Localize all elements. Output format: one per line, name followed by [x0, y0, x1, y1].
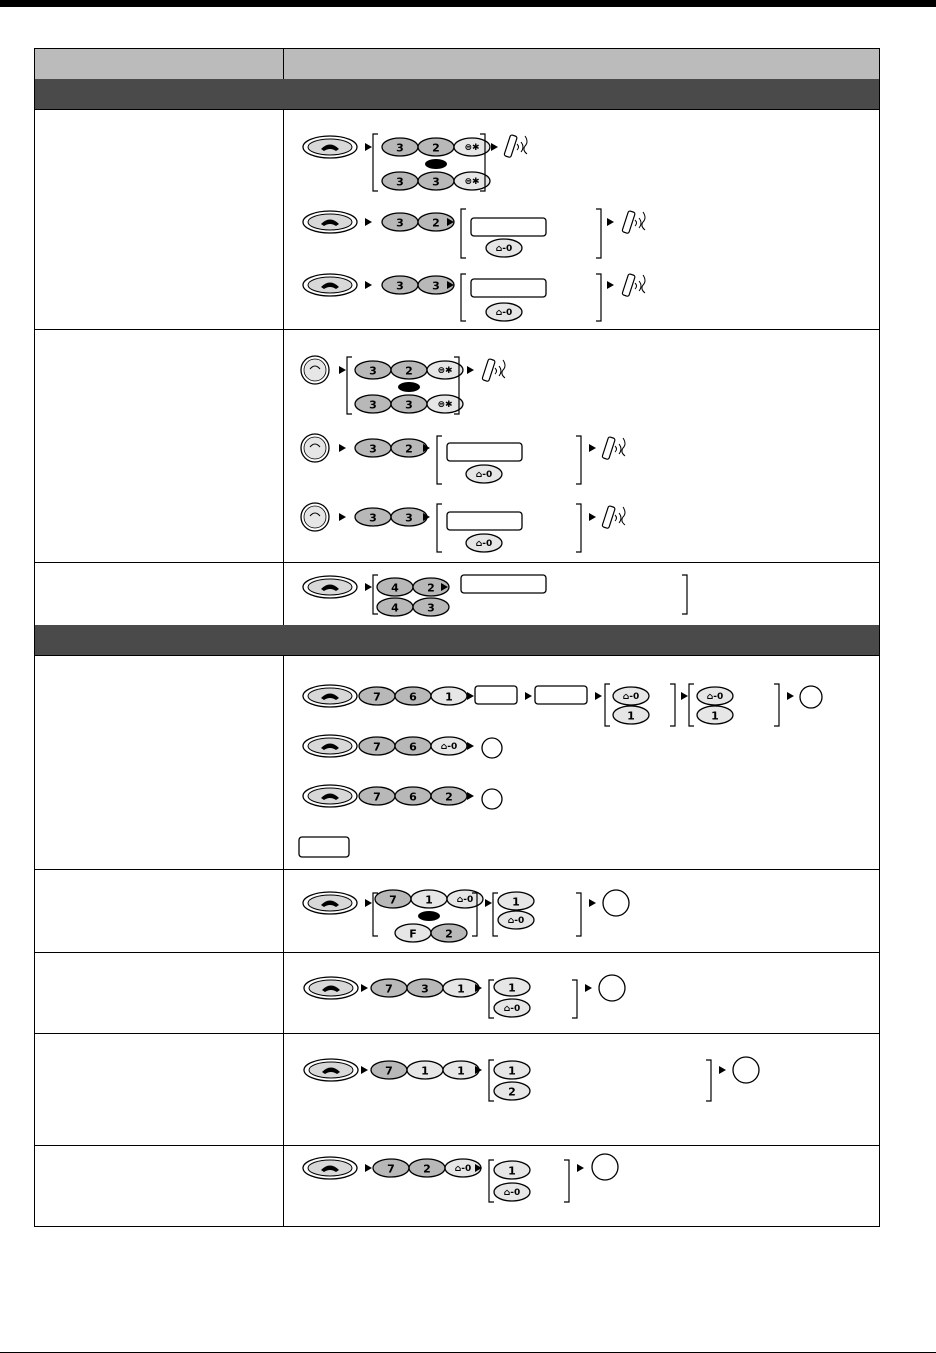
- arrow-icon: [467, 692, 474, 700]
- bracket-right: [596, 274, 601, 321]
- key-label: ⌂-0: [495, 244, 513, 254]
- program-key-icon: [461, 575, 546, 593]
- program-key-icon: [447, 512, 522, 530]
- dial-key-icon: [498, 911, 534, 929]
- dial-key-icon: [355, 508, 391, 526]
- key-label: 3: [396, 141, 404, 155]
- dial-key-icon: [494, 1161, 530, 1179]
- dial-key-icon: [395, 787, 431, 805]
- bracket-right: [564, 1160, 569, 1202]
- key-label: 2: [405, 364, 413, 378]
- talk-button-icon: [303, 274, 357, 296]
- arrow-icon: [595, 692, 602, 700]
- key-label: 1: [512, 895, 520, 909]
- section-bar-1: [35, 79, 879, 109]
- dial-key-icon: [418, 138, 454, 156]
- key-label: ⊜✱: [464, 143, 480, 153]
- handset-ringing-icon: [602, 506, 625, 529]
- dial-key-icon: [382, 172, 418, 190]
- key-label: 2: [508, 1085, 516, 1099]
- arrow-icon: [467, 742, 474, 750]
- dial-key-icon: [391, 361, 427, 379]
- arrow-icon: [365, 1164, 372, 1172]
- dial-key-icon: [494, 1183, 530, 1201]
- dial-key-icon: [382, 276, 418, 294]
- key-label: 3: [396, 216, 404, 230]
- program-key-icon: [447, 443, 522, 461]
- talk-button-icon: [303, 735, 357, 757]
- key-label: 2: [427, 581, 435, 595]
- talk-button-icon: [304, 1059, 358, 1081]
- dial-key-icon: [427, 361, 463, 379]
- monitor-button-icon: [301, 356, 329, 384]
- bracket-right: [576, 436, 581, 484]
- dial-key-icon: [355, 439, 391, 457]
- program-key-icon: [482, 789, 502, 809]
- arrow-icon: [485, 899, 492, 907]
- key-label: 2: [445, 790, 453, 804]
- dial-key-icon: [391, 508, 427, 526]
- key-label: 3: [427, 601, 435, 615]
- table-row-6: [35, 952, 879, 1033]
- bracket-left: [347, 357, 352, 414]
- program-key-icon: [592, 1154, 618, 1180]
- talk-button-icon: [303, 892, 357, 914]
- arrow-icon: [719, 1066, 726, 1074]
- arrow-icon: [787, 692, 794, 700]
- key-label: ⌂-0: [495, 308, 513, 318]
- dial-key-icon: [443, 1061, 479, 1079]
- dial-key-icon: [494, 1061, 530, 1079]
- dial-key-icon: [486, 303, 522, 321]
- arrow-icon: [589, 444, 596, 452]
- key-label: 1: [457, 1064, 465, 1078]
- monitor-button-icon: [301, 434, 329, 462]
- dial-key-icon: [359, 787, 395, 805]
- handset-ringing-icon: [622, 274, 645, 297]
- bracket-right: [706, 1060, 711, 1101]
- dial-key-icon: [407, 1061, 443, 1079]
- or-separator: [398, 382, 420, 392]
- dial-key-icon: [431, 787, 467, 805]
- arrow-icon: [491, 143, 498, 151]
- key-label: 1: [508, 1064, 516, 1078]
- arrow-icon: [365, 583, 372, 591]
- key-label: 7: [373, 690, 381, 704]
- key-label: 6: [409, 740, 417, 754]
- key-label: 3: [396, 279, 404, 293]
- table-row-7: [35, 1033, 879, 1145]
- or-separator: [425, 159, 447, 169]
- talk-button-icon: [303, 576, 357, 598]
- bracket-left: [689, 684, 694, 726]
- bracket-left: [437, 504, 442, 552]
- dial-key-icon: [613, 706, 649, 724]
- dial-key-icon: [407, 979, 443, 997]
- bracket-right: [572, 980, 577, 1018]
- key-label: 3: [405, 511, 413, 525]
- key-label: 1: [445, 690, 453, 704]
- key-label: 6: [409, 790, 417, 804]
- arrow-icon: [589, 513, 596, 521]
- dial-key-icon: [697, 706, 733, 724]
- diagram-6: [285, 953, 879, 1033]
- handset-ringing-icon: [602, 437, 625, 460]
- arrow-icon: [339, 444, 346, 452]
- dial-key-icon: [411, 890, 447, 908]
- bracket-right: [670, 684, 675, 726]
- program-key-icon: [599, 975, 625, 1001]
- dial-key-icon: [413, 598, 449, 616]
- key-label: ⊜✱: [437, 400, 453, 410]
- key-label: 7: [387, 1162, 395, 1176]
- key-label: 1: [508, 981, 516, 995]
- key-label: 6: [409, 690, 417, 704]
- key-label: 2: [445, 927, 453, 941]
- program-key-icon: [471, 279, 546, 297]
- diagram-1: [285, 110, 879, 329]
- key-label: ⌂-0: [503, 1004, 521, 1014]
- key-label: 3: [369, 364, 377, 378]
- bracket-right: [774, 684, 779, 726]
- table-row-8: [35, 1145, 879, 1227]
- bracket-left: [489, 980, 494, 1018]
- key-label: 1: [425, 893, 433, 907]
- dial-key-icon: [395, 737, 431, 755]
- diagram-3: [285, 563, 879, 625]
- feature-table: [34, 48, 880, 1227]
- dial-key-icon: [359, 687, 395, 705]
- arrow-icon: [467, 366, 474, 374]
- key-label: ⌂-0: [507, 916, 525, 926]
- bracket-left: [373, 134, 378, 191]
- dial-key-icon: [391, 439, 427, 457]
- dial-key-icon: [382, 213, 418, 231]
- top-rule: [0, 0, 936, 7]
- table-row-1: [35, 109, 879, 329]
- bracket-right: [576, 893, 581, 936]
- bracket-left: [489, 1160, 494, 1202]
- dial-key-icon: [377, 598, 413, 616]
- dial-key-icon: [466, 465, 502, 483]
- dial-key-icon: [373, 1159, 409, 1177]
- key-label: 4: [391, 581, 399, 595]
- arrow-icon: [525, 692, 532, 700]
- arrow-icon: [361, 1066, 368, 1074]
- talk-button-icon: [304, 977, 358, 999]
- arrow-icon: [365, 899, 372, 907]
- dial-key-icon: [431, 687, 467, 705]
- talk-button-icon: [303, 211, 357, 233]
- dial-key-icon: [486, 239, 522, 257]
- arrow-icon: [365, 281, 372, 289]
- key-label: 3: [432, 175, 440, 189]
- talk-button-icon: [303, 785, 357, 807]
- dial-key-icon: [355, 395, 391, 413]
- key-label: ⌂-0: [475, 539, 493, 549]
- table-row-2: [35, 329, 879, 562]
- key-label: 3: [369, 511, 377, 525]
- dial-key-icon: [371, 1061, 407, 1079]
- diagram-5: [285, 870, 879, 952]
- key-label: ⌂-0: [503, 1188, 521, 1198]
- dial-key-icon: [613, 687, 649, 705]
- dial-key-icon: [427, 395, 463, 413]
- program-key-icon: [471, 218, 546, 236]
- key-label: ⌂-0: [706, 692, 724, 702]
- key-label: ⌂-0: [456, 895, 474, 905]
- dial-key-icon: [443, 979, 479, 997]
- talk-button-icon: [303, 685, 357, 707]
- dial-key-icon: [382, 138, 418, 156]
- bracket-left: [493, 893, 498, 936]
- key-label: ⌂-0: [622, 692, 640, 702]
- dial-key-icon: [431, 924, 467, 942]
- key-label: 2: [432, 141, 440, 155]
- arrow-icon: [467, 792, 474, 800]
- key-label: 2: [432, 216, 440, 230]
- dial-key-icon: [375, 890, 411, 908]
- program-key-icon: [299, 837, 349, 857]
- program-key-icon: [800, 686, 822, 708]
- key-label: 3: [369, 442, 377, 456]
- program-key-icon: [603, 890, 629, 916]
- program-key-icon: [733, 1057, 759, 1083]
- table-row-4: [35, 655, 879, 869]
- talk-button-icon: [303, 1157, 357, 1179]
- handset-ringing-icon: [622, 211, 645, 234]
- dial-key-icon: [359, 737, 395, 755]
- dial-key-icon: [371, 979, 407, 997]
- handset-ringing-icon: [482, 359, 505, 382]
- key-label: 1: [421, 1064, 429, 1078]
- table-row-5: [35, 869, 879, 952]
- bracket-right: [576, 504, 581, 552]
- diagram-7: [285, 1034, 879, 1145]
- key-label: 3: [432, 279, 440, 293]
- dial-key-icon: [494, 999, 530, 1017]
- dial-key-icon: [498, 892, 534, 910]
- arrow-icon: [361, 984, 368, 992]
- key-label: 4: [391, 601, 399, 615]
- key-label: ⌂-0: [454, 1164, 472, 1174]
- bracket-right: [682, 575, 687, 614]
- dial-key-icon: [431, 737, 467, 755]
- dial-key-icon: [409, 1159, 445, 1177]
- key-label: 7: [389, 893, 397, 907]
- diagram-8: [285, 1146, 879, 1227]
- key-label: ⌂-0: [440, 742, 458, 752]
- arrow-icon: [577, 1164, 584, 1172]
- dial-key-icon: [377, 578, 413, 596]
- key-label: 2: [405, 442, 413, 456]
- bracket-left: [489, 1060, 494, 1101]
- bracket-right: [596, 209, 601, 258]
- dial-key-icon: [494, 1082, 530, 1100]
- key-label: 7: [385, 982, 393, 996]
- key-label: 1: [627, 709, 635, 723]
- key-label: 2: [423, 1162, 431, 1176]
- arrow-icon: [365, 218, 372, 226]
- dial-key-icon: [395, 687, 431, 705]
- key-label: 3: [369, 398, 377, 412]
- program-key-icon: [482, 738, 502, 758]
- key-label: ⊜✱: [464, 177, 480, 187]
- key-label: 1: [711, 709, 719, 723]
- program-key-icon: [535, 686, 587, 704]
- bracket-left: [461, 274, 466, 321]
- arrow-icon: [681, 692, 688, 700]
- monitor-button-icon: [301, 503, 329, 531]
- arrow-icon: [607, 281, 614, 289]
- arrow-icon: [589, 899, 596, 907]
- key-label: 7: [385, 1064, 393, 1078]
- dial-key-icon: [494, 978, 530, 996]
- handset-ringing-icon: [504, 135, 527, 158]
- arrow-icon: [339, 513, 346, 521]
- diagram-2: [285, 330, 879, 562]
- talk-button-icon: [303, 136, 357, 158]
- arrow-icon: [607, 218, 614, 226]
- dial-key-icon: [697, 687, 733, 705]
- table-header: [35, 49, 879, 79]
- key-label: ⊜✱: [437, 366, 453, 376]
- key-label: 3: [396, 175, 404, 189]
- key-label: 3: [421, 982, 429, 996]
- program-key-icon: [475, 686, 517, 704]
- dial-key-icon: [395, 924, 431, 942]
- key-label: 1: [457, 982, 465, 996]
- key-label: 3: [405, 398, 413, 412]
- or-separator: [418, 911, 440, 921]
- dial-key-icon: [418, 172, 454, 190]
- bracket-left: [605, 684, 610, 726]
- section-bar-2: [35, 625, 879, 655]
- arrow-icon: [585, 984, 592, 992]
- arrow-icon: [365, 143, 372, 151]
- dial-key-icon: [355, 361, 391, 379]
- dial-key-icon: [391, 395, 427, 413]
- key-label: F: [409, 927, 417, 941]
- bracket-left: [437, 436, 442, 484]
- key-label: 7: [373, 790, 381, 804]
- key-label: ⌂-0: [475, 470, 493, 480]
- table-row-3: [35, 562, 879, 625]
- diagram-4: [285, 656, 879, 869]
- dial-key-icon: [466, 534, 502, 552]
- arrow-icon: [339, 366, 346, 374]
- key-label: 1: [508, 1164, 516, 1178]
- bracket-left: [461, 209, 466, 258]
- key-label: 7: [373, 740, 381, 754]
